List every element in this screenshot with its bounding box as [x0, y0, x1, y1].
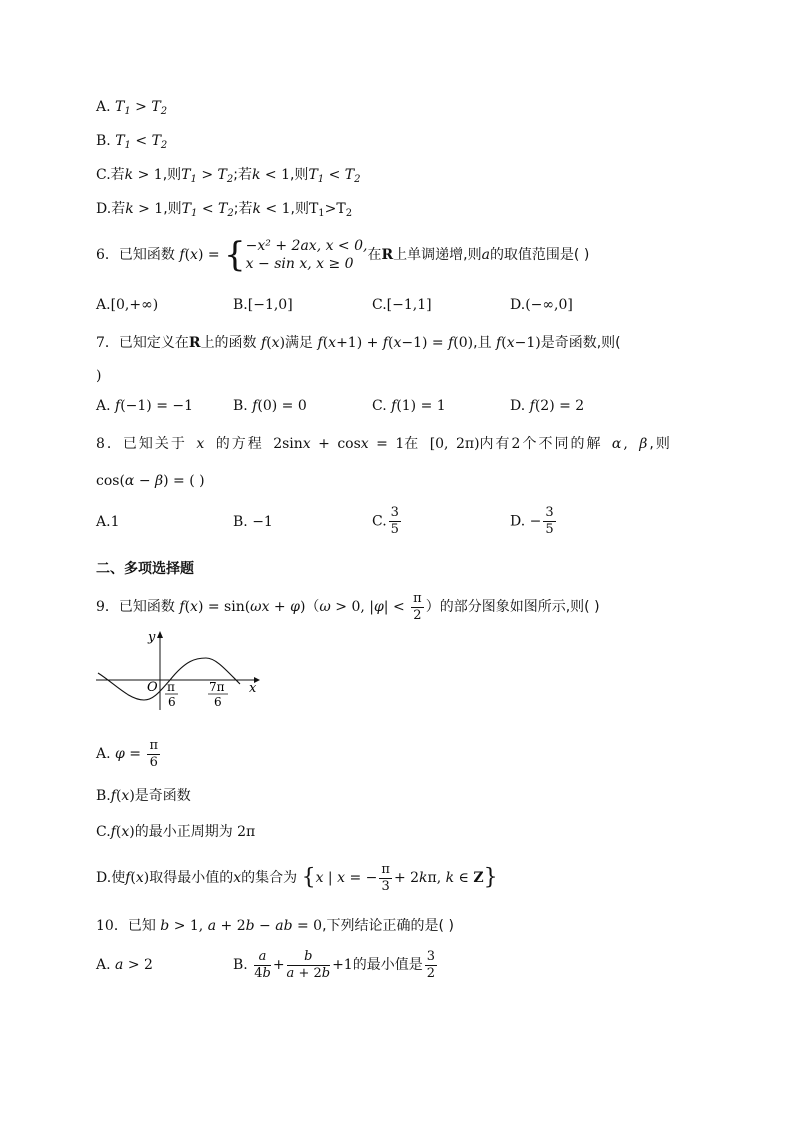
q9-graph — [94, 628, 264, 712]
x-axis-label: x — [249, 681, 257, 696]
q9-option-d: D.使f(x)取得最小值的x的集合为 {x | x = − $\frac{\pi}{3}$ + 2kπ, k ∈ Z} — [96, 861, 498, 894]
q7-option-a: A. f(−1) = −1 — [96, 398, 194, 414]
q6-option-a: A.[0,+∞) — [96, 297, 159, 313]
tick-1-num: π — [167, 680, 175, 694]
q6-piece-1: −x² + 2ax, x < 0, — [245, 238, 368, 254]
q8-stem-2: cos(α − β) = ( ) — [96, 473, 205, 489]
q5-option-b: B. $T_1 < T_2$ — [96, 133, 168, 151]
tick-1-den: 6 — [168, 695, 176, 709]
q7-option-d: D. f(2) = 2 — [510, 398, 585, 414]
origin-label: O — [147, 680, 158, 695]
q10-option-a: A. a > 2 — [96, 957, 153, 973]
tick-2-den: 6 — [214, 695, 222, 709]
q8-stem: 8．已知关于 x 的方程 2sinx + cosx = 1在 [0, 2π)内有2个不同的解 α, β,则 — [96, 436, 672, 452]
q6-option-d: D.(−∞,0] — [510, 297, 573, 313]
q10-stem: 10．已知 b > 1, a + 2b − ab = 0,下列结论正确的是( ) — [96, 918, 454, 934]
q9-option-a: A. φ = $\frac{\pi}{6}$ — [96, 737, 159, 770]
q7-option-b: B. f(0) = 0 — [233, 398, 307, 414]
q6-piece-2: x − sin x, x ≥ 0 — [245, 256, 354, 272]
tick-2-num: 7π — [209, 680, 225, 694]
q6-option-c: C.[−1,1] — [372, 297, 432, 313]
q6-stem: 6．已知函数 f(x) = { −x² + 2ax, x < 0, x − sin x, x ≥ 0 在R上单调递增,则a的取值范围是( ) — [96, 235, 590, 275]
q5-option-a: A. $T_1 > T_2$ — [96, 99, 168, 117]
section-2-title: 二、多项选择题 — [96, 561, 194, 577]
q8-option-c: C. $\frac{3}{5}$ — [372, 505, 399, 537]
q5-option-d: D.若k > 1,则$T_1 < T_2$;若k < 1,则$T_1>T_2$ — [96, 201, 353, 219]
q5-option-c: C.若k > 1,则$T_1 > T_2$;若k < 1,则$T_1 < T_2$ — [96, 167, 361, 185]
q8-option-d: D. − $\frac{3}{5}$ — [510, 505, 554, 537]
q10-option-b: B. $\frac{a}{4b}$ + $\frac{b}{a + 2b}$ +1的最小值是 $\frac{3}{2}$ — [233, 948, 435, 981]
q7-stem: 7．已知定义在R上的函数 f(x)满足 f(x+1) + f(x−1) = f(0),且 f(x−1)是奇函数,则( — [96, 335, 621, 351]
q7-option-c: C. f(1) = 1 — [372, 398, 446, 414]
q6-option-b: B.[−1,0] — [233, 297, 293, 313]
q7-close: ) — [96, 368, 102, 384]
q9-stem: 9．已知函数 f(x) = sin(ωx + φ)（ω > 0, |φ| < $\frac{\pi}{2}$ ）的部分图象如图所示,则( ) — [96, 590, 600, 623]
q9-option-c: C.f(x)的最小正周期为 2π — [96, 824, 256, 840]
q8-option-a: A.1 — [96, 514, 120, 530]
q8-option-b: B. −1 — [233, 514, 273, 530]
q9-option-b: B.f(x)是奇函数 — [96, 788, 191, 804]
y-axis-arrow — [157, 631, 163, 638]
y-axis-label: y — [148, 630, 156, 645]
